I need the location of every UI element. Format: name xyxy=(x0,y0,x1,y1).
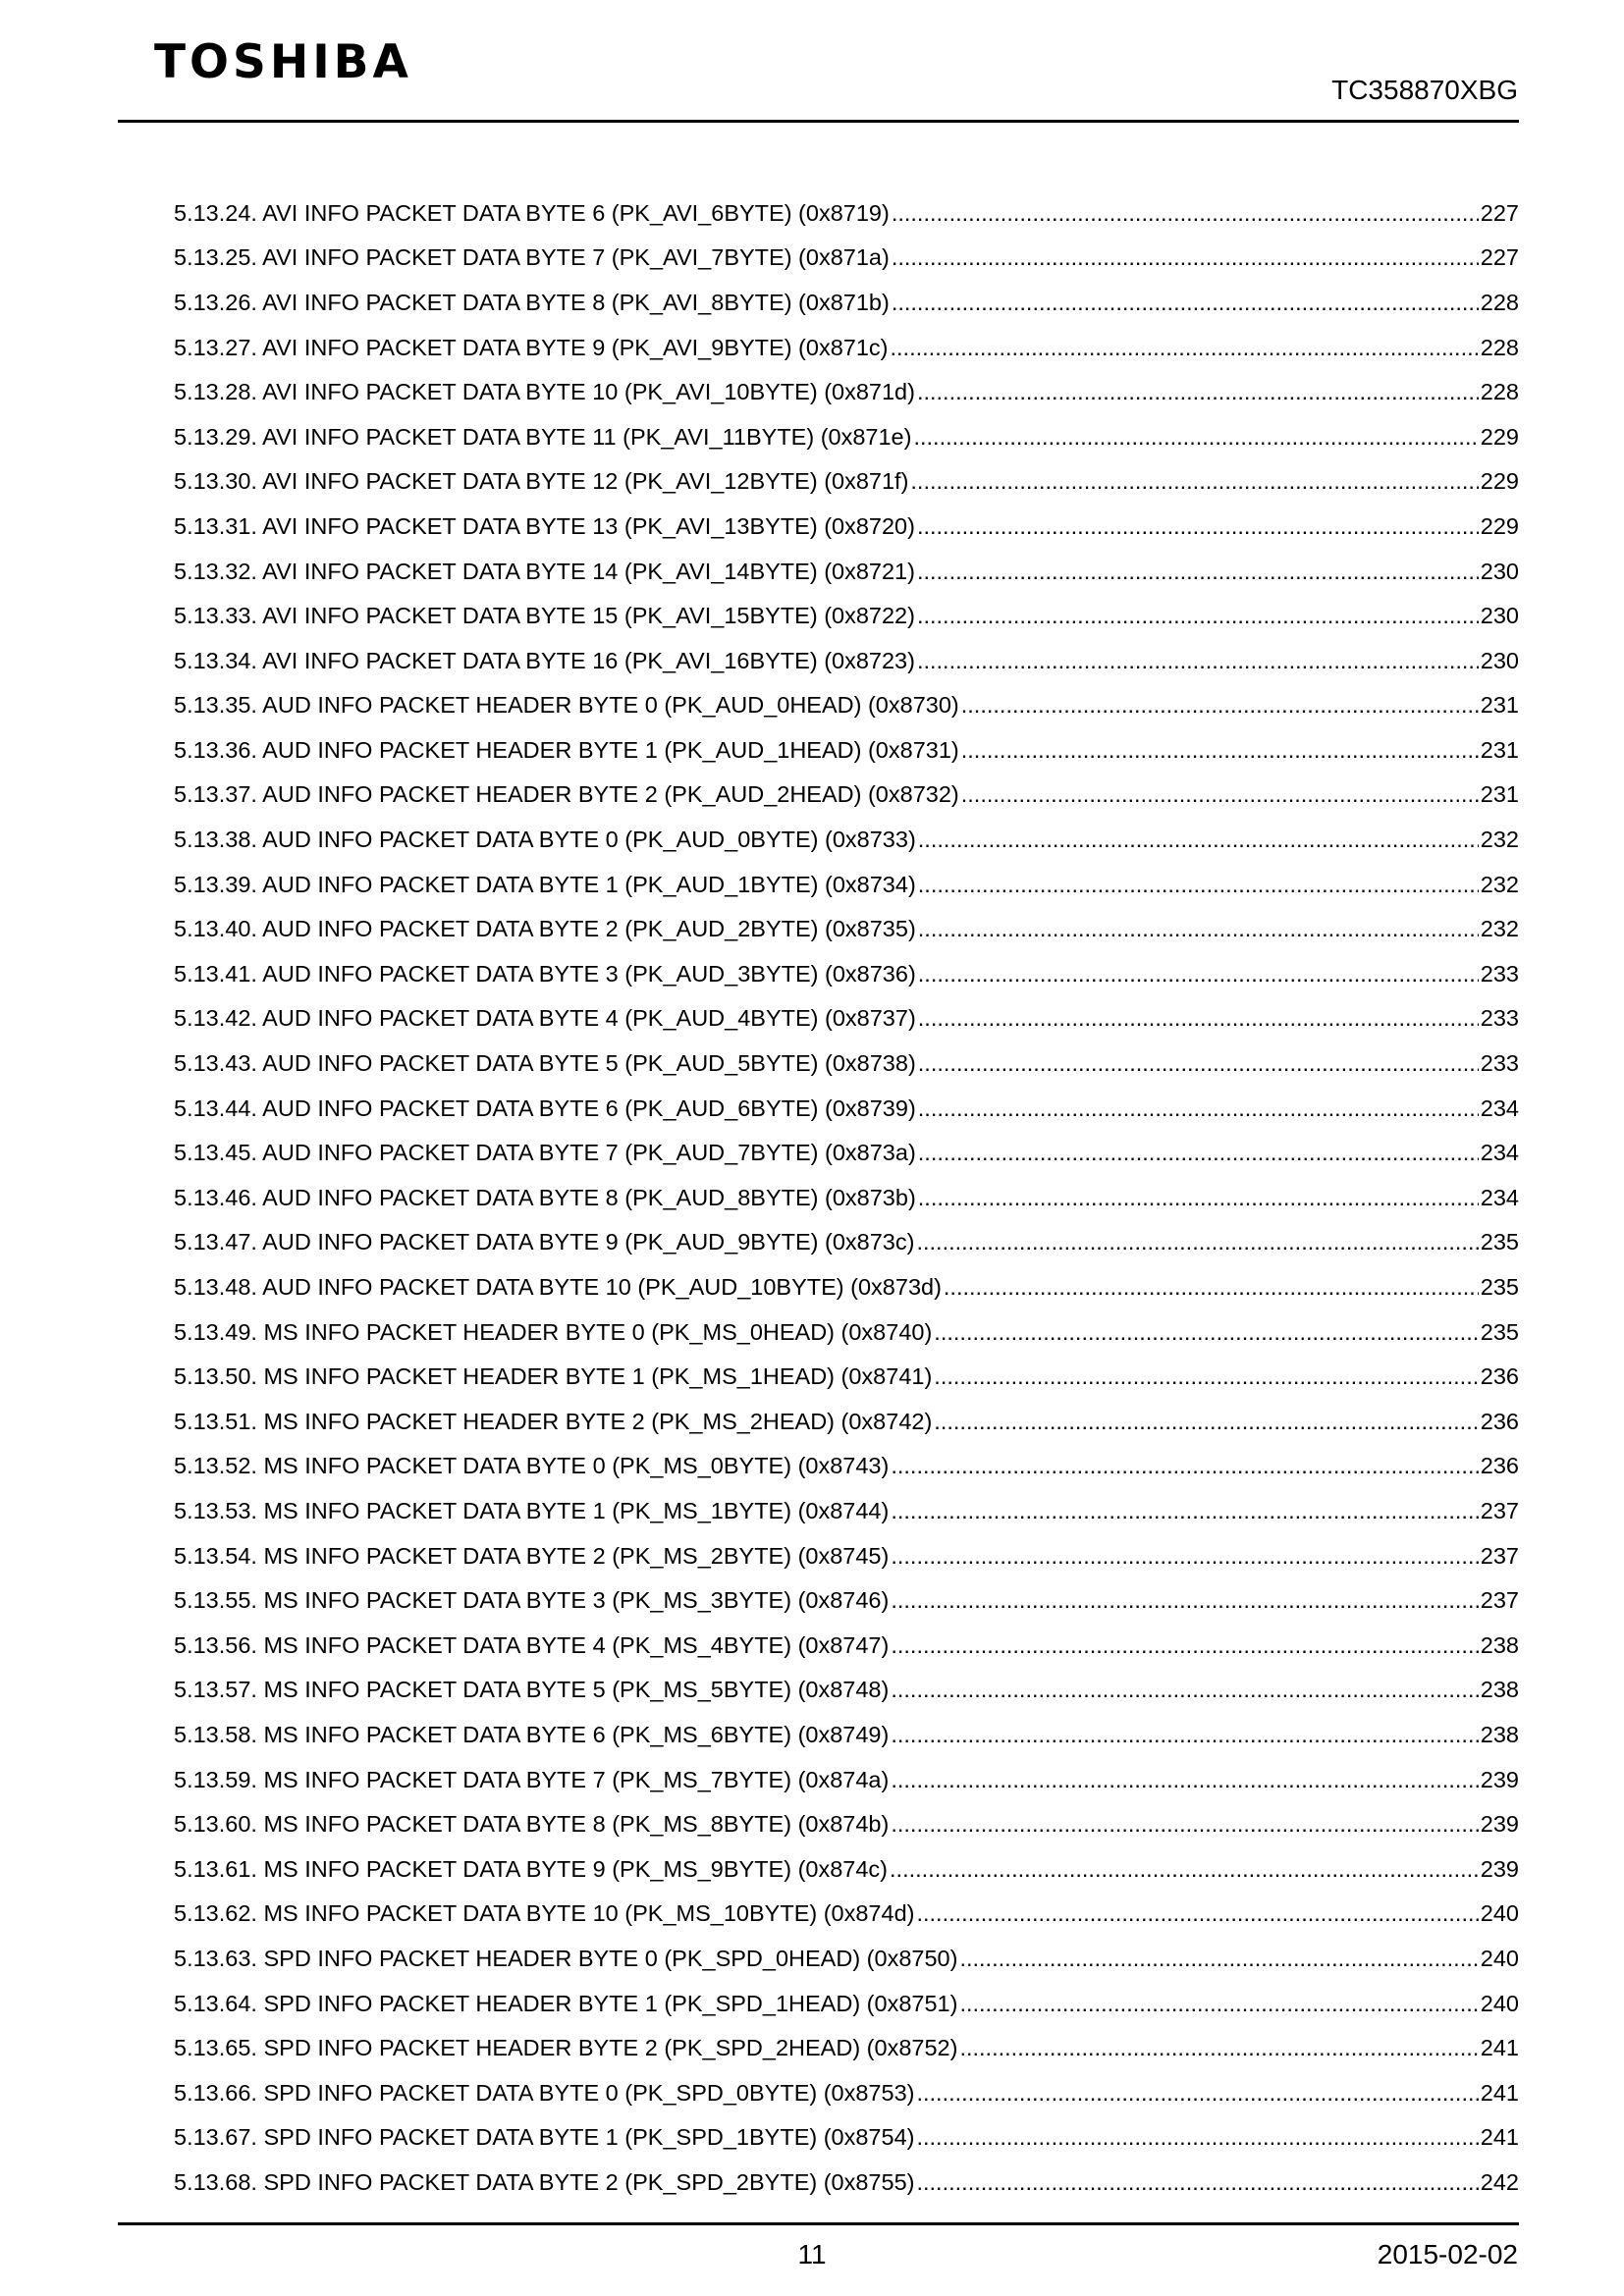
toc-entry-page: 233 xyxy=(1480,1005,1519,1032)
toc-entry-title: 5.13.58. MS INFO PACKET DATA BYTE 6 (PK_MS_6BYTE) (0x8749) xyxy=(174,1721,890,1747)
toc-dot-leader xyxy=(917,514,1479,540)
toc-entry-title: 5.13.64. SPD INFO PACKET HEADER BYTE 1 (PK_SPD_1HEAD) (0x8751) xyxy=(174,1990,958,2016)
toc-entry[interactable] xyxy=(174,853,1519,898)
toc-entry[interactable] xyxy=(174,629,1519,674)
toc-entry[interactable] xyxy=(174,227,1519,272)
toc-entry-page: 238 xyxy=(1480,1631,1519,1658)
toc-entry[interactable] xyxy=(174,1255,1519,1301)
toc-entry-title: 5.13.45. AUD INFO PACKET DATA BYTE 7 (PK_AUD_7BYTE) (0x873a) xyxy=(174,1140,916,1166)
toc-entry-page: 236 xyxy=(1480,1363,1519,1390)
toc-entry-page: 229 xyxy=(1480,512,1519,539)
toc-entry[interactable] xyxy=(174,1614,1519,1659)
toshiba-logo: TOSHIBA xyxy=(154,35,412,89)
toc-entry-page: 233 xyxy=(1480,1050,1519,1077)
toc-dot-leader xyxy=(918,1141,1479,1166)
toc-entry[interactable] xyxy=(174,1524,1519,1570)
toc-dot-leader xyxy=(890,336,1478,361)
toc-entry-title: 5.13.35. AUD INFO PACKET HEADER BYTE 0 (PK_AUD_0HEAD) (0x8730) xyxy=(174,692,959,719)
toc-entry-title: 5.13.50. MS INFO PACKET HEADER BYTE 1 (PK_MS_1HEAD) (0x8741) xyxy=(174,1363,933,1390)
toc-dot-leader xyxy=(961,782,1479,808)
toc-entry-page: 230 xyxy=(1480,647,1519,673)
toc-entry-title: 5.13.25. AVI INFO PACKET DATA BYTE 7 (PK_AVI_7BYTE) (0x871a) xyxy=(174,244,890,271)
toc-entry[interactable] xyxy=(174,584,1519,629)
table-of-contents xyxy=(174,182,1519,2196)
toc-entry[interactable] xyxy=(174,1435,1519,1480)
toc-entry[interactable] xyxy=(174,1748,1519,1793)
toc-dot-leader xyxy=(918,1186,1479,1211)
toc-entry-title: 5.13.24. AVI INFO PACKET DATA BYTE 6 (PK_AVI_6BYTE) (0x8719) xyxy=(174,199,890,226)
page-number: 11 xyxy=(797,2239,827,2269)
toc-dot-leader xyxy=(913,425,1478,451)
toc-entry-page: 240 xyxy=(1480,1900,1519,1927)
toc-entry[interactable] xyxy=(174,1703,1519,1748)
toc-entry[interactable] xyxy=(174,1077,1519,1122)
toc-dot-leader xyxy=(961,738,1479,764)
toc-dot-leader xyxy=(891,1454,1478,1479)
toc-entry-title: 5.13.67. SPD INFO PACKET DATA BYTE 1 (PK_SPD_1BYTE) (0x8754) xyxy=(174,2124,915,2151)
toc-entry[interactable] xyxy=(174,1032,1519,1077)
toc-entry[interactable] xyxy=(174,182,1519,227)
toc-entry[interactable] xyxy=(174,316,1519,361)
toc-entry[interactable] xyxy=(174,1659,1519,1704)
toc-entry[interactable] xyxy=(174,360,1519,405)
toc-entry[interactable] xyxy=(174,1390,1519,1435)
toc-dot-leader xyxy=(891,1544,1478,1570)
toc-entry-page: 238 xyxy=(1480,1721,1519,1747)
document-date: 2015-02-02 xyxy=(1377,2239,1518,2269)
toc-entry-page: 239 xyxy=(1480,1855,1519,1882)
toc-entry-page: 239 xyxy=(1480,1766,1519,1792)
toc-entry-title: 5.13.40. AUD INFO PACKET DATA BYTE 2 (PK_AUD_2BYTE) (0x8735) xyxy=(174,916,916,942)
toc-entry-page: 235 xyxy=(1480,1229,1519,1255)
toc-entry-title: 5.13.66. SPD INFO PACKET DATA BYTE 0 (PK_SPD_0BYTE) (0x8753) xyxy=(174,2079,915,2106)
toc-entry-title: 5.13.31. AVI INFO PACKET DATA BYTE 13 (PK_AVI_13BYTE) (0x8720) xyxy=(174,512,915,539)
toc-entry-title: 5.13.49. MS INFO PACKET HEADER BYTE 0 (PK_MS_0HEAD) (0x8740) xyxy=(174,1318,933,1345)
toc-entry-title: 5.13.29. AVI INFO PACKET DATA BYTE 11 (PK_AVI_11BYTE) (0x871e) xyxy=(174,423,912,450)
toc-entry-title: 5.13.43. AUD INFO PACKET DATA BYTE 5 (PK_AUD_5BYTE) (0x8738) xyxy=(174,1050,916,1077)
toc-dot-leader xyxy=(918,1096,1479,1122)
toc-dot-leader xyxy=(918,917,1479,942)
toc-dot-leader xyxy=(961,693,1479,719)
toc-entry[interactable] xyxy=(174,2107,1519,2152)
toc-dot-leader xyxy=(918,962,1479,988)
toc-entry[interactable] xyxy=(174,1301,1519,1346)
toc-dot-leader xyxy=(891,1633,1478,1659)
toc-entry-page: 232 xyxy=(1480,827,1519,853)
toc-entry[interactable] xyxy=(174,271,1519,316)
toc-entry-page: 241 xyxy=(1480,2124,1519,2151)
toc-entry[interactable] xyxy=(174,674,1519,720)
toc-dot-leader xyxy=(917,649,1479,674)
toc-entry-page: 230 xyxy=(1480,558,1519,584)
toc-dot-leader xyxy=(916,2125,1478,2151)
toc-entry[interactable] xyxy=(174,1972,1519,2017)
toc-entry-title: 5.13.39. AUD INFO PACKET DATA BYTE 1 (PK_AUD_1BYTE) (0x8734) xyxy=(174,871,916,897)
toc-entry-title: 5.13.52. MS INFO PACKET DATA BYTE 0 (PK_MS_0BYTE) (0x8743) xyxy=(174,1453,890,1479)
toc-entry-title: 5.13.41. AUD INFO PACKET DATA BYTE 3 (PK_AUD_3BYTE) (0x8736) xyxy=(174,960,916,987)
toc-entry[interactable] xyxy=(174,719,1519,764)
toc-dot-leader xyxy=(916,2081,1478,2107)
toc-entry-title: 5.13.59. MS INFO PACKET DATA BYTE 7 (PK_MS_7BYTE) (0x874a) xyxy=(174,1766,890,1792)
toc-entry-page: 231 xyxy=(1480,736,1519,763)
toc-entry-page: 229 xyxy=(1480,468,1519,495)
toc-entry[interactable] xyxy=(174,540,1519,585)
toc-entry[interactable] xyxy=(174,1569,1519,1614)
toc-entry-page: 241 xyxy=(1480,2079,1519,2106)
toc-dot-leader xyxy=(934,1410,1478,1435)
toc-dot-leader xyxy=(918,828,1479,853)
toc-dot-leader xyxy=(891,1588,1478,1614)
toc-entry-title: 5.13.60. MS INFO PACKET DATA BYTE 8 (PK_MS_8BYTE) (0x874b) xyxy=(174,1811,890,1838)
toc-entry[interactable] xyxy=(174,2061,1519,2107)
toc-entry[interactable] xyxy=(174,1927,1519,1972)
toc-entry[interactable] xyxy=(174,808,1519,853)
toc-entry-page: 235 xyxy=(1480,1274,1519,1300)
toc-dot-leader xyxy=(918,873,1479,898)
toc-dot-leader xyxy=(934,1364,1478,1390)
toc-dot-leader xyxy=(891,1812,1478,1838)
toc-entry-title: 5.13.48. AUD INFO PACKET DATA BYTE 10 (PK_AUD_10BYTE) (0x873d) xyxy=(174,1274,942,1300)
toc-dot-leader xyxy=(918,1006,1479,1032)
toc-entry[interactable] xyxy=(174,405,1519,451)
toc-dot-leader xyxy=(959,1947,1478,1972)
toc-dot-leader xyxy=(892,291,1479,316)
toc-dot-leader xyxy=(916,2170,1478,2196)
toc-entry[interactable] xyxy=(174,1345,1519,1390)
toc-entry-page: 237 xyxy=(1480,1587,1519,1614)
toc-dot-leader xyxy=(891,1768,1478,1793)
toc-dot-leader xyxy=(918,1051,1479,1077)
toc-entry[interactable] xyxy=(174,1838,1519,1883)
toc-entry-title: 5.13.56. MS INFO PACKET DATA BYTE 4 (PK_MS_4BYTE) (0x8747) xyxy=(174,1631,890,1658)
header-rule xyxy=(118,120,1519,123)
toc-dot-leader xyxy=(916,1901,1478,1927)
toc-entry-page: 229 xyxy=(1480,423,1519,450)
toc-entry-page: 230 xyxy=(1480,603,1519,629)
toc-dot-leader xyxy=(891,1678,1478,1703)
toc-entry-title: 5.13.27. AVI INFO PACKET DATA BYTE 9 (PK_AVI_9BYTE) (0x871c) xyxy=(174,334,889,360)
toc-entry[interactable] xyxy=(174,1792,1519,1838)
toc-entry-page: 228 xyxy=(1480,334,1519,360)
toc-entry-page: 231 xyxy=(1480,692,1519,719)
toc-dot-leader xyxy=(916,1230,1478,1255)
toc-entry-title: 5.13.33. AVI INFO PACKET DATA BYTE 15 (PK_AVI_15BYTE) (0x8722) xyxy=(174,603,915,629)
toc-entry-page: 228 xyxy=(1480,379,1519,405)
toc-entry-title: 5.13.32. AVI INFO PACKET DATA BYTE 14 (PK_AVI_14BYTE) (0x8721) xyxy=(174,558,915,584)
toc-dot-leader xyxy=(934,1320,1478,1346)
toc-entry-page: 236 xyxy=(1480,1453,1519,1479)
toc-entry-title: 5.13.30. AVI INFO PACKET DATA BYTE 12 (PK_AVI_12BYTE) (0x871f) xyxy=(174,468,909,495)
toc-dot-leader xyxy=(910,469,1478,495)
toc-dot-leader xyxy=(891,1499,1478,1524)
toc-entry-title: 5.13.55. MS INFO PACKET DATA BYTE 3 (PK_MS_3BYTE) (0x8746) xyxy=(174,1587,890,1614)
toc-entry-page: 240 xyxy=(1480,1945,1519,1971)
toc-entry-title: 5.13.26. AVI INFO PACKET DATA BYTE 8 (PK_AVI_8BYTE) (0x871b) xyxy=(174,289,890,315)
toc-entry-title: 5.13.36. AUD INFO PACKET HEADER BYTE 1 (PK_AUD_1HEAD) (0x8731) xyxy=(174,736,959,763)
toc-entry-page: 237 xyxy=(1480,1542,1519,1569)
toc-dot-leader xyxy=(892,245,1479,271)
toc-entry-page: 234 xyxy=(1480,1095,1519,1121)
toc-entry-title: 5.13.65. SPD INFO PACKET HEADER BYTE 2 (PK_SPD_2HEAD) (0x8752) xyxy=(174,2035,958,2061)
toc-entry-title: 5.13.34. AVI INFO PACKET DATA BYTE 16 (PK_AVI_16BYTE) (0x8723) xyxy=(174,647,915,673)
toc-entry-page: 232 xyxy=(1480,871,1519,897)
toc-entry-page: 227 xyxy=(1480,244,1519,271)
toc-entry-title: 5.13.46. AUD INFO PACKET DATA BYTE 8 (PK_AUD_8BYTE) (0x873b) xyxy=(174,1184,916,1210)
toc-entry[interactable] xyxy=(174,898,1519,943)
toc-entry-title: 5.13.38. AUD INFO PACKET DATA BYTE 0 (PK_AUD_0BYTE) (0x8733) xyxy=(174,827,916,853)
toc-entry[interactable] xyxy=(174,451,1519,496)
toc-entry[interactable] xyxy=(174,495,1519,540)
toc-dot-leader xyxy=(890,1857,1479,1883)
toc-entry-page: 228 xyxy=(1480,289,1519,315)
toc-entry-page: 238 xyxy=(1480,1677,1519,1703)
document-id: TC358870XBG xyxy=(1331,75,1518,105)
toc-entry-title: 5.13.63. SPD INFO PACKET HEADER BYTE 0 (PK_SPD_0HEAD) (0x8750) xyxy=(174,1945,958,1971)
toc-entry-title: 5.13.51. MS INFO PACKET HEADER BYTE 2 (PK_MS_2HEAD) (0x8742) xyxy=(174,1408,933,1434)
toc-entry[interactable] xyxy=(174,764,1519,809)
toc-entry-page: 241 xyxy=(1480,2035,1519,2061)
toc-entry-page: 236 xyxy=(1480,1408,1519,1434)
footer-rule xyxy=(118,2222,1519,2225)
toc-entry-page: 242 xyxy=(1480,2168,1519,2195)
toc-entry-title: 5.13.44. AUD INFO PACKET DATA BYTE 6 (PK_AUD_6BYTE) (0x8739) xyxy=(174,1095,916,1121)
toc-entry-page: 233 xyxy=(1480,960,1519,987)
toc-entry-title: 5.13.54. MS INFO PACKET DATA BYTE 2 (PK_MS_2BYTE) (0x8745) xyxy=(174,1542,890,1569)
toc-entry-page: 232 xyxy=(1480,916,1519,942)
toc-dot-leader xyxy=(917,380,1479,405)
toc-entry-page: 235 xyxy=(1480,1318,1519,1345)
toc-dot-leader xyxy=(892,201,1479,227)
toc-entry-title: 5.13.53. MS INFO PACKET DATA BYTE 1 (PK_MS_1BYTE) (0x8744) xyxy=(174,1497,890,1523)
toc-entry-page: 234 xyxy=(1480,1140,1519,1166)
toc-entry-title: 5.13.28. AVI INFO PACKET DATA BYTE 10 (PK_AVI_10BYTE) (0x871d) xyxy=(174,379,915,405)
toc-entry-page: 234 xyxy=(1480,1184,1519,1210)
toc-entry[interactable] xyxy=(174,1121,1519,1166)
toc-dot-leader xyxy=(891,1723,1478,1748)
toc-entry-title: 5.13.57. MS INFO PACKET DATA BYTE 5 (PK_MS_5BYTE) (0x8748) xyxy=(174,1677,890,1703)
toc-dot-leader xyxy=(917,560,1479,585)
toc-entry[interactable] xyxy=(174,988,1519,1033)
toc-dot-leader xyxy=(944,1275,1479,1301)
toc-dot-leader xyxy=(959,2036,1478,2061)
toc-dot-leader xyxy=(917,604,1479,629)
toc-entry[interactable] xyxy=(174,1166,1519,1211)
toc-entry-title: 5.13.68. SPD INFO PACKET DATA BYTE 2 (PK_SPD_2BYTE) (0x8755) xyxy=(174,2168,915,2195)
toc-entry-page: 237 xyxy=(1480,1497,1519,1523)
toc-entry-page: 240 xyxy=(1480,1990,1519,2016)
toc-entry-title: 5.13.37. AUD INFO PACKET HEADER BYTE 2 (PK_AUD_2HEAD) (0x8732) xyxy=(174,781,959,808)
toc-entry[interactable] xyxy=(174,1479,1519,1524)
toc-entry-page: 231 xyxy=(1480,781,1519,808)
toc-entry-page: 227 xyxy=(1480,199,1519,226)
toc-entry[interactable] xyxy=(174,942,1519,988)
toc-entry-page: 239 xyxy=(1480,1811,1519,1838)
toc-entry-title: 5.13.42. AUD INFO PACKET DATA BYTE 4 (PK_AUD_4BYTE) (0x8737) xyxy=(174,1005,916,1032)
toc-entry[interactable] xyxy=(174,2016,1519,2061)
toc-entry[interactable] xyxy=(174,1211,1519,1256)
toc-entry-title: 5.13.61. MS INFO PACKET DATA BYTE 9 (PK_MS_9BYTE) (0x874c) xyxy=(174,1855,889,1882)
toc-dot-leader xyxy=(959,1992,1478,2017)
toc-entry-title: 5.13.62. MS INFO PACKET DATA BYTE 10 (PK_MS_10BYTE) (0x874d) xyxy=(174,1900,915,1927)
toc-entry[interactable] xyxy=(174,1883,1519,1928)
toc-entry[interactable] xyxy=(174,2151,1519,2196)
toc-entry-title: 5.13.47. AUD INFO PACKET DATA BYTE 9 (PK_AUD_9BYTE) (0x873c) xyxy=(174,1229,915,1255)
